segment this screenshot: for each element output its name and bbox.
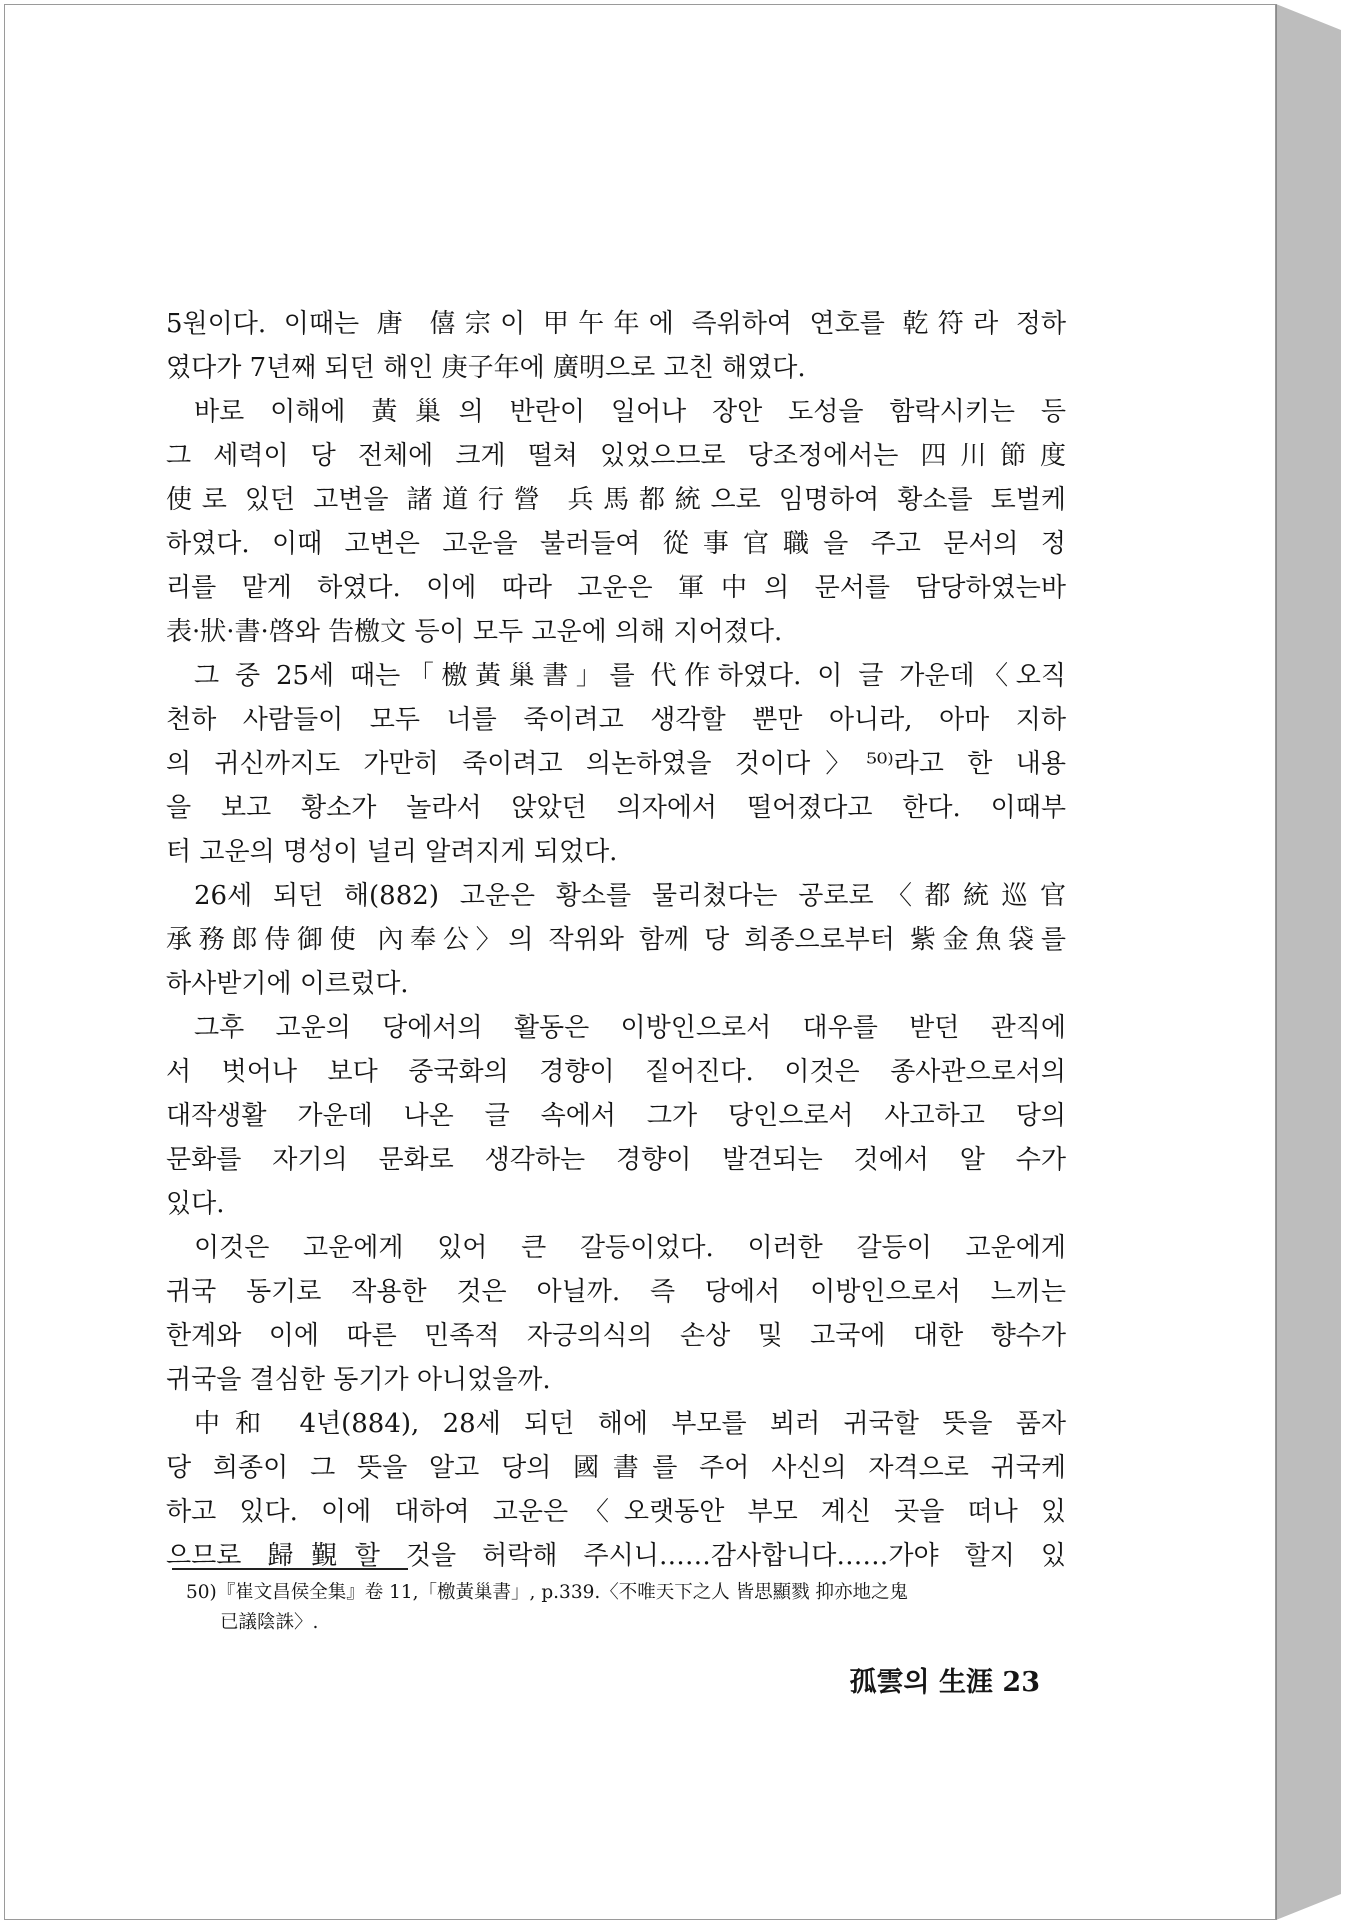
footnote-line: 50)『崔文昌侯全集』卷 11,「檄黃巢書」, p.339.〈不唯天下之人 皆思顯戮 抑亦地之鬼 xyxy=(186,1582,908,1603)
body-line: 의 귀신까지도 가만히 죽이려고 의논하였을 것이다〉⁵⁰⁾라고 한 내용 xyxy=(166,749,1066,779)
body-line: 서 벗어나 보다 중국화의 경향이 짙어진다. 이것은 종사관으로서의 xyxy=(166,1057,1066,1087)
body-line: 리를 맡게 하였다. 이에 따라 고운은 軍中의 문서를 담당하였는바 xyxy=(166,573,1066,603)
body-line: 表·狀·書·啓와 告檄文 등이 모두 고운에 의해 지어졌다. xyxy=(166,617,783,647)
body-line: 있다. xyxy=(166,1189,225,1219)
body-line: 으므로 歸覲할 것을 허락해 주시니……감사합니다……가야 할지 있 xyxy=(166,1541,1066,1571)
body-line: 한계와 이에 따른 민족적 자긍의식의 손상 및 고국에 대한 향수가 xyxy=(166,1321,1066,1351)
body-line: 문화를 자기의 문화로 생각하는 경향이 발견되는 것에서 알 수가 xyxy=(166,1145,1066,1175)
body-line: 그 세력이 당 전체에 크게 떨쳐 있었으므로 당조정에서는 四川節度 xyxy=(166,441,1066,471)
body-line: 하였다. 이때 고변은 고운을 불러들여 從事官職을 주고 문서의 정 xyxy=(166,529,1066,559)
body-text xyxy=(166,302,1066,1578)
book-spine xyxy=(1276,4,1341,1920)
body-line: 당 희종이 그 뜻을 알고 당의 國書를 주어 사신의 자격으로 귀국케 xyxy=(166,1453,1066,1483)
footnote xyxy=(186,1578,1066,1638)
body-line: 中和 4년(884), 28세 되던 해에 부모를 뵈러 귀국할 뜻을 품자 xyxy=(194,1409,1066,1439)
body-line: 였다가 7년째 되던 해인 庚子年에 廣明으로 고친 해였다. xyxy=(166,353,806,383)
body-line: 귀국 동기로 작용한 것은 아닐까. 즉 당에서 이방인으로서 느끼는 xyxy=(166,1277,1066,1307)
footnote-divider xyxy=(172,1568,408,1570)
running-footer-page-number: 孤雲의 生涯 23 xyxy=(849,1667,1040,1698)
body-line: 承務郎侍御使 內奉公〉의 작위와 함께 당 희종으로부터 紫金魚袋를 xyxy=(166,925,1066,955)
body-line: 이것은 고운에게 있어 큰 갈등이었다. 이러한 갈등이 고운에게 xyxy=(194,1233,1066,1263)
footnote-line: 已議陰誅〉. xyxy=(220,1612,319,1633)
body-line: 대작생활 가운데 나온 글 속에서 그가 당인으로서 사고하고 당의 xyxy=(166,1101,1066,1131)
body-line: 하사받기에 이르렀다. xyxy=(166,969,409,999)
body-line: 그 중 25세 때는「檄黃巢書」를 代作하였다. 이 글 가운데〈오직 xyxy=(194,661,1066,691)
body-line: 그후 고운의 당에서의 활동은 이방인으로서 대우를 받던 관직에 xyxy=(194,1013,1066,1043)
body-line: 바로 이해에 黃巢의 반란이 일어나 장안 도성을 함락시키는 등 xyxy=(194,397,1066,427)
body-line: 26세 되던 해(882) 고운은 황소를 물리쳤다는 공로로〈都統巡官 xyxy=(194,881,1066,911)
body-line: 하고 있다. 이에 대하여 고운은〈오랫동안 부모 계신 곳을 떠나 있 xyxy=(166,1497,1066,1527)
body-line: 을 보고 황소가 놀라서 앉았던 의자에서 떨어졌다고 한다. 이때부 xyxy=(166,793,1066,823)
body-line: 천하 사람들이 모두 너를 죽이려고 생각할 뿐만 아니라, 아마 지하 xyxy=(166,705,1066,735)
body-line: 귀국을 결심한 동기가 아니었을까. xyxy=(166,1365,551,1395)
body-line: 터 고운의 명성이 널리 알려지게 되었다. xyxy=(166,837,618,867)
body-line: 使로 있던 고변을 諸道行營 兵馬都統으로 임명하여 황소를 토벌케 xyxy=(166,485,1066,515)
body-line: 5원이다. 이때는 唐 僖宗이 甲午年에 즉위하여 연호를 乾符라 정하 xyxy=(166,309,1066,339)
